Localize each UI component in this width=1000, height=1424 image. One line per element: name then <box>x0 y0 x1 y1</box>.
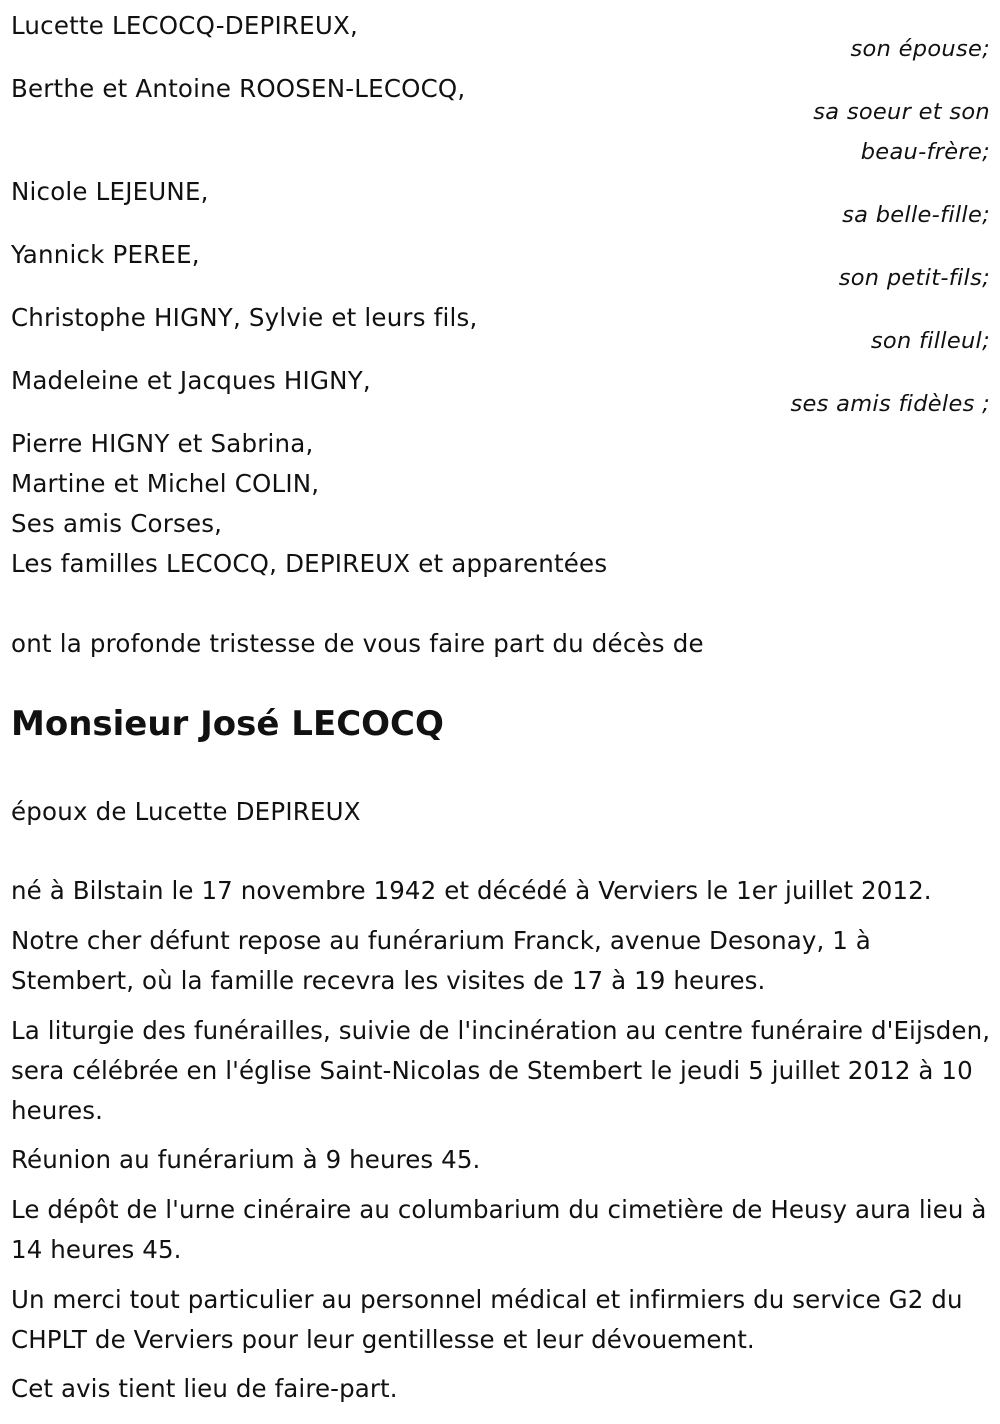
urn-paragraph: Le dépôt de l'urne cinéraire au columbarium du cimetière de Heusy aura lieu à 14 heures 45. <box>11 1195 987 1264</box>
other-mourner: Ses amis Corses, <box>11 509 223 538</box>
family-name-sister: Berthe et Antoine ROOSEN-LECOCQ, <box>11 74 466 103</box>
family-name-godson: Christophe HIGNY, Sylvie et leurs fils, <box>11 303 478 332</box>
other-mourner: Martine et Michel COLIN, <box>11 469 320 498</box>
birth-death-paragraph: né à Bilstain le 17 novembre 1942 et décédé à Verviers le 1er juillet 2012. <box>11 876 932 905</box>
family-name-stepdaughter: Nicole LEJEUNE, <box>11 177 209 206</box>
relation-spouse: son épouse; <box>850 36 990 62</box>
family-name-grandson: Yannick PEREE, <box>11 240 200 269</box>
relation-friends: ses amis fidèles ; <box>790 391 990 417</box>
family-name-friends: Madeleine et Jacques HIGNY, <box>11 366 371 395</box>
liturgy-paragraph: La liturgie des funérailles, suivie de l'incinération au centre funéraire d'Eijsden, sera célébrée en l'église Saint-Nicolas de Stembert le jeudi 5 juillet 2012 à 10 heures. <box>11 1016 991 1125</box>
announcement-text: ont la profonde tristesse de vous faire part du décès de <box>11 629 704 658</box>
relation-grandson: son petit-fils; <box>838 265 990 291</box>
family-name-spouse: Lucette LECOCQ-DEPIREUX, <box>11 11 358 40</box>
relation-godson: son filleul; <box>870 328 990 354</box>
other-mourner: Pierre HIGNY et Sabrina, <box>11 429 314 458</box>
funerarium-paragraph: Notre cher défunt repose au funérarium Franck, avenue Desonay, 1 à Stembert, où la famille recevra les visites de 17 à 19 heures. <box>11 926 871 995</box>
closing-paragraph: Cet avis tient lieu de faire-part. <box>11 1374 398 1403</box>
other-mourner: Les familles LECOCQ, DEPIREUX et apparentées <box>11 549 608 578</box>
deceased-name: Monsieur José LECOCQ <box>11 704 444 744</box>
meeting-paragraph: Réunion au funérarium à 9 heures 45. <box>11 1145 481 1174</box>
spouse-line: époux de Lucette DEPIREUX <box>11 797 361 826</box>
relation-stepdaughter: sa belle-fille; <box>842 202 990 228</box>
thanks-paragraph: Un merci tout particulier au personnel médical et infirmiers du service G2 du CHPLT de Verviers pour leur gentillesse et leur dévouement. <box>11 1285 963 1354</box>
relation-sister: sa soeur et son beau-frère; <box>813 99 990 165</box>
